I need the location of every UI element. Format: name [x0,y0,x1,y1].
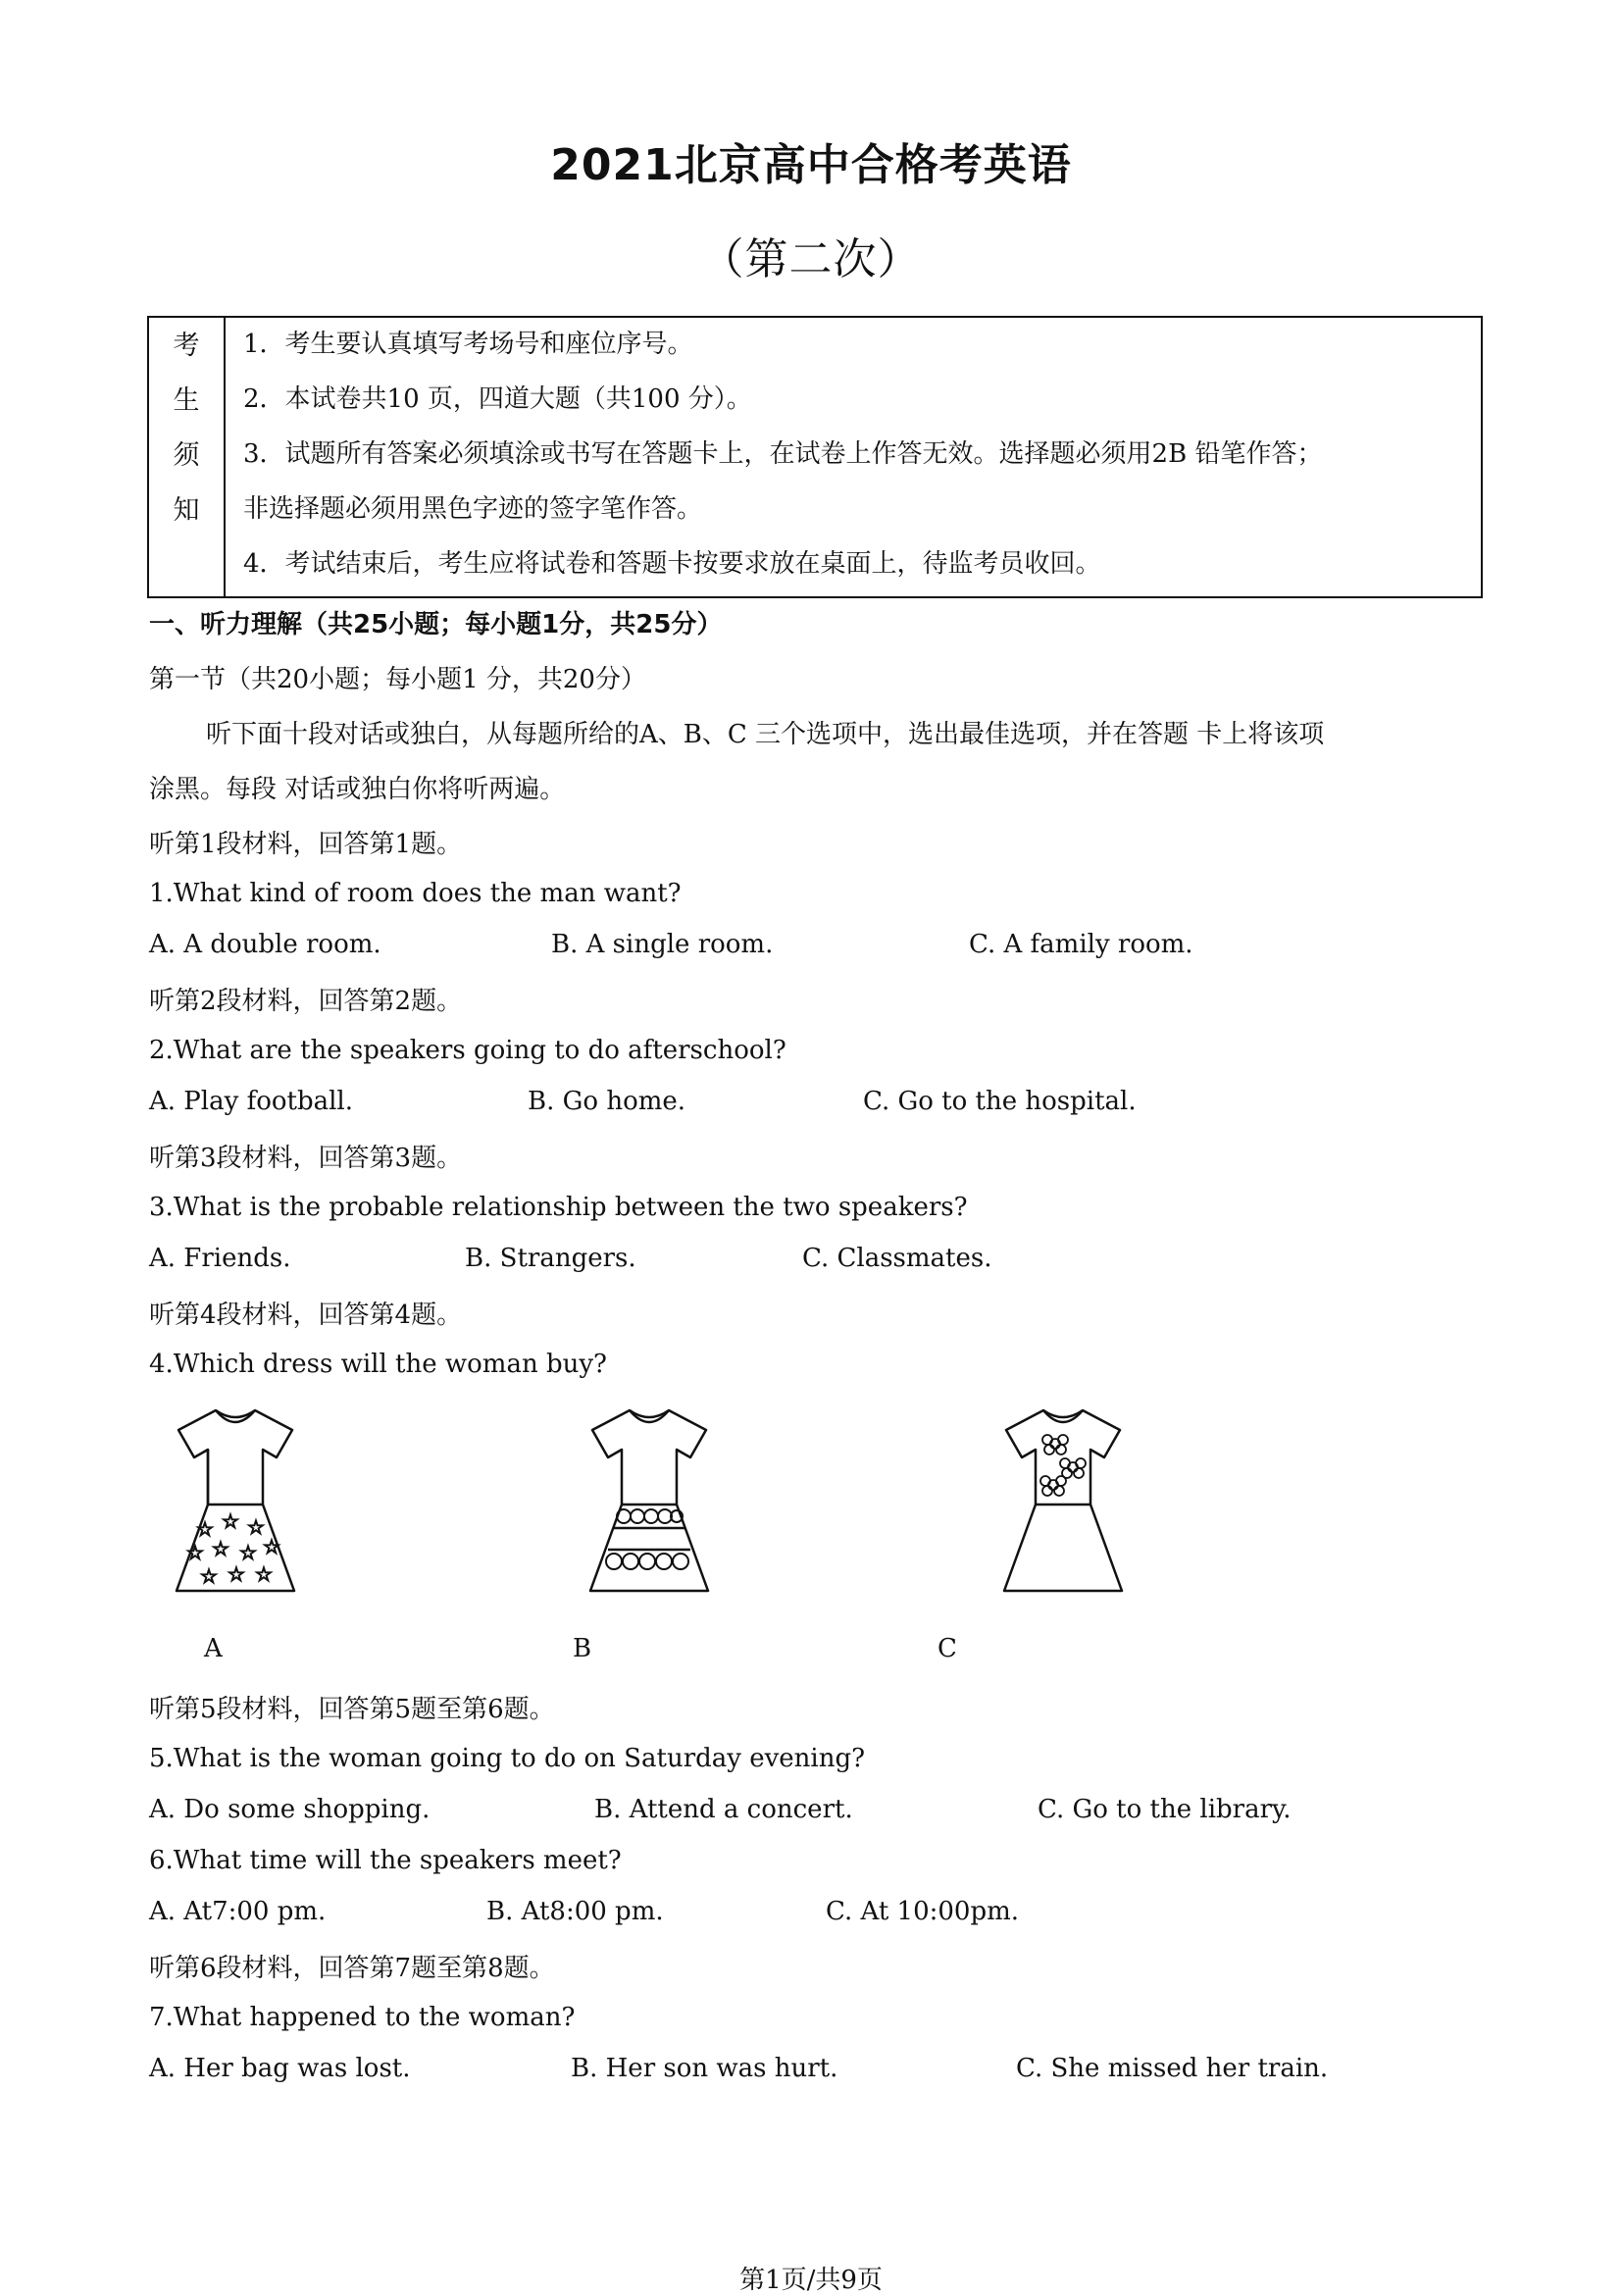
material-heading: 听第1段材料，回答第1题。 [149,830,463,859]
dress-a-image [157,1403,314,1599]
notice-box [147,316,1483,598]
option-b: B. Go home. [528,1087,686,1116]
option-a: A. Play football. [149,1087,353,1116]
page-subtitle: （第二次） [700,234,922,284]
notice-line: 4．考试结束后，考生应将试卷和答题卡按要求放在桌面上，待监考员收回。 [243,549,1101,579]
option-b: B. A single room. [551,930,774,959]
notice-line: 非选择题必须用黑色字迹的签字笔作答。 [243,494,703,524]
svg-text:☆: ☆ [247,1515,265,1539]
svg-text:☆: ☆ [212,1537,229,1560]
dress-b-image [571,1403,728,1599]
svg-text:☆: ☆ [222,1509,239,1533]
option-c: C. She missed her train. [1016,2054,1329,2083]
notice-line: 3．试题所有答案必须填涂或书写在答题卡上，在试卷上作答无效。选择题必须用2B 铅笔作答； [243,439,1323,469]
option-b: B. At8:00 pm. [486,1897,664,1926]
svg-text:☆: ☆ [186,1541,204,1564]
option-a: A. Her bag was lost. [149,2054,411,2083]
svg-text:☆: ☆ [228,1562,245,1586]
notice-line: 2．本试卷共10 页，四道大题（共100 分）。 [243,384,752,414]
question-text: 1.What kind of room does the man want? [149,879,682,908]
svg-text:☆: ☆ [255,1562,273,1586]
question-text: 5.What is the woman going to do on Saturday evening? [149,1744,866,1773]
option-b: B. Her son was hurt. [571,2054,838,2083]
material-heading: 听第4段材料，回答第4题。 [149,1301,463,1330]
notice-label-column [149,318,226,596]
question-text: 4.Which dress will the woman buy? [149,1350,607,1379]
svg-text:☆: ☆ [200,1564,218,1588]
option-c: C. Go to the library. [1038,1795,1292,1824]
part-heading: 第一节（共20小题；每小题1 分，共20分） [149,665,646,694]
svg-text:☆: ☆ [196,1517,214,1541]
option-a: A. A double room. [149,930,381,959]
material-heading: 听第6段材料，回答第7题至第8题。 [149,1954,555,1983]
option-a: A. Do some shopping. [149,1795,431,1824]
svg-text:☆: ☆ [263,1535,280,1558]
dress-c-image [985,1403,1141,1599]
option-c: C. At 10:00pm. [826,1897,1020,1926]
notice-char: 生 [173,385,200,416]
notice-char: 须 [173,440,200,471]
question-text: 6.What time will the speakers meet? [149,1846,622,1875]
option-c: C. Classmates. [802,1244,992,1273]
question-text: 3.What is the probable relationship between the two speakers? [149,1193,968,1222]
option-b: B. Attend a concert. [594,1795,853,1824]
dress-label-b: B [573,1634,592,1663]
option-c: C. Go to the hospital. [863,1087,1137,1116]
question-text: 2.What are the speakers going to do afterschool? [149,1036,786,1065]
notice-char: 知 [173,495,200,526]
page-title: 2021北京高中合格考英语 [550,140,1072,190]
dress-label-a: A [204,1634,223,1663]
option-a: A. Friends. [149,1244,291,1273]
notice-line: 1．考生要认真填写考场号和座位序号。 [243,330,693,359]
option-c: C. A family room. [969,930,1193,959]
page-footer: 第1页/共9页 [739,2266,883,2295]
material-heading: 听第2段材料，回答第2题。 [149,987,463,1016]
svg-text:☆: ☆ [239,1541,257,1564]
dress-label-c: C [938,1634,957,1663]
section-heading: 一、听力理解（共25小题；每小题1分，共25分） [149,610,723,639]
material-heading: 听第5段材料，回答第5题至第6题。 [149,1695,555,1724]
question-text: 7.What happened to the woman? [149,2003,576,2032]
instructions: 听下面十段对话或独白，从每题所给的A、B、C 三个选项中，选出最佳选项，并在答题 卡上将该项 [206,720,1325,749]
option-a: A. At7:00 pm. [149,1897,327,1926]
option-b: B. Strangers. [465,1244,636,1273]
notice-char: 考 [173,331,200,361]
material-heading: 听第3段材料，回答第3题。 [149,1144,463,1173]
instructions: 涂黑。每段 对话或独白你将听两遍。 [149,775,566,804]
